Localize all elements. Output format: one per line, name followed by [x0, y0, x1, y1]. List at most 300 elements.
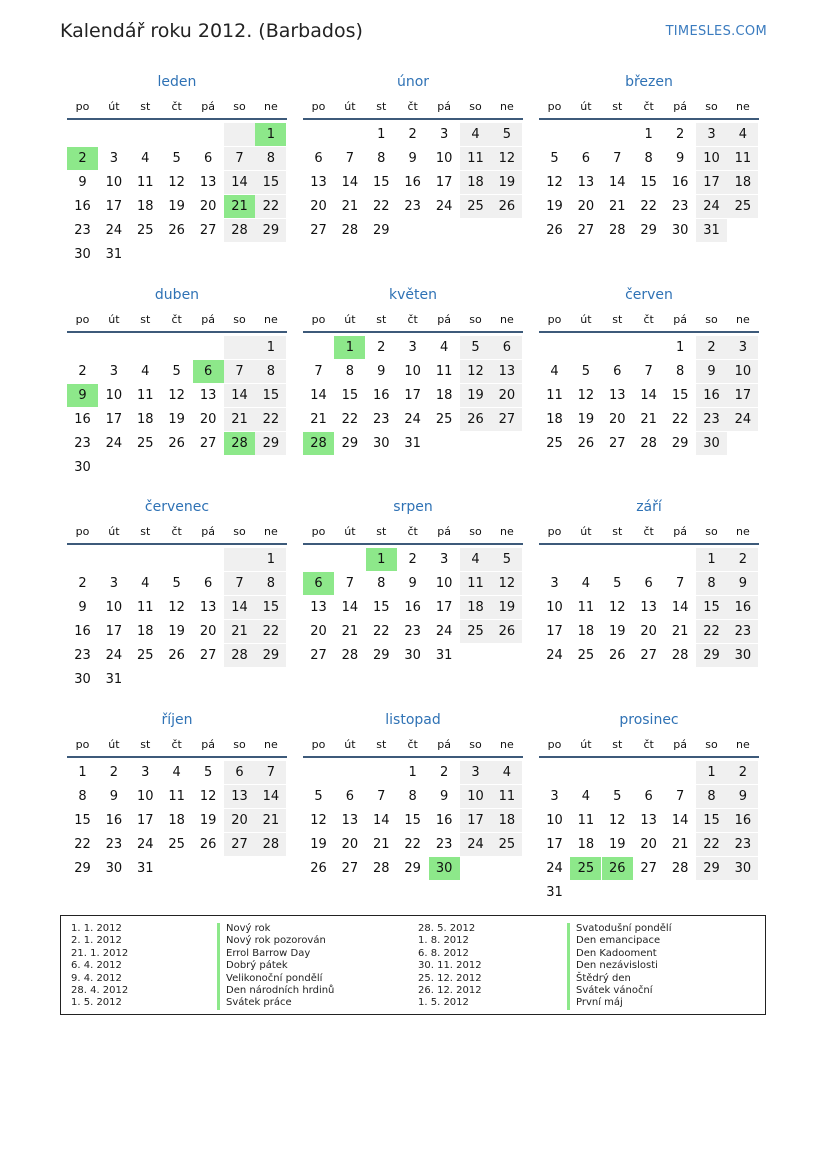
holiday-date: 1. 8. 2012	[418, 935, 469, 947]
day-cell: 7	[235, 363, 244, 379]
day-cell: 3	[550, 788, 559, 804]
day-cell: 17	[404, 387, 421, 403]
day-cell: 15	[341, 387, 359, 403]
day-cell: 27	[341, 860, 359, 876]
holiday-date: 1. 5. 2012	[418, 997, 469, 1009]
holiday-date: 1. 5. 2012	[71, 997, 122, 1009]
holiday-name: Velikonoční pondělí	[217, 973, 322, 985]
day-cell: 6	[581, 151, 591, 166]
holiday-day-cell: 2	[67, 147, 98, 170]
day-cell: 8	[266, 363, 276, 379]
day-cell: 15	[262, 387, 280, 403]
month-name: únor	[396, 74, 430, 90]
day-cell: 29	[341, 435, 359, 451]
weekday-header: po	[75, 525, 90, 538]
day-cell: 2	[707, 339, 716, 355]
holiday-date: 25. 12. 2012	[418, 972, 482, 984]
holiday-name: První máj	[567, 997, 623, 1009]
weekday-header: út	[580, 312, 592, 326]
day-cell: 28	[609, 223, 626, 238]
header-rule	[303, 756, 523, 758]
holiday-date: 2. 1. 2012	[71, 935, 122, 947]
day-cell: 28	[373, 860, 390, 876]
day-cell: 2	[675, 127, 685, 142]
month-name: duben	[154, 286, 200, 303]
day-cell: 9	[738, 576, 748, 591]
day-cell: 26	[199, 836, 217, 852]
day-cell: 13	[199, 600, 217, 615]
weekday-header: so	[469, 737, 482, 751]
day-cell: 12	[609, 812, 626, 828]
day-cell: 26	[577, 435, 595, 451]
day-cell: 22	[703, 836, 720, 852]
holiday-name: Nový rok	[217, 923, 270, 935]
day-cell: 2	[738, 552, 748, 567]
weekday-header: st	[140, 737, 151, 751]
day-cell: 28	[640, 435, 657, 451]
day-cell: 19	[498, 600, 516, 615]
day-cell: 9	[109, 788, 119, 804]
weekday-header: ne	[264, 100, 278, 113]
day-cell: 20	[231, 812, 248, 828]
day-cell: 16	[373, 387, 390, 403]
holiday-day-cell: 1	[366, 548, 397, 571]
weekday-header: čt	[407, 100, 418, 113]
month-listopad	[303, 712, 523, 912]
day-cell: 13	[199, 387, 217, 403]
day-cell: 26	[546, 223, 563, 238]
day-cell: 4	[471, 127, 480, 142]
weekday-header: so	[705, 312, 718, 326]
day-cell: 14	[341, 175, 359, 190]
weekday-header: pá	[201, 737, 215, 751]
day-cell: 11	[137, 175, 154, 190]
weekday-header: út	[344, 312, 356, 326]
day-cell: 14	[671, 600, 689, 615]
day-cell: 6	[345, 788, 355, 804]
day-cell: 28	[231, 648, 248, 663]
day-cell: 19	[609, 624, 626, 639]
month-prosinec	[539, 712, 759, 912]
day-cell: 5	[172, 363, 181, 379]
day-cell: 23	[74, 648, 91, 663]
weekday-header: út	[580, 100, 592, 113]
day-cell: 15	[262, 600, 280, 615]
weekday-header: čt	[171, 525, 182, 538]
day-cell: 28	[341, 648, 359, 663]
weekday-header: po	[75, 312, 90, 326]
weekday-header: po	[311, 525, 326, 538]
day-cell: 8	[644, 151, 653, 166]
day-cell: 20	[609, 411, 626, 427]
month-leden	[67, 74, 287, 274]
day-cell: 25	[137, 223, 154, 238]
weekday-header: út	[108, 525, 120, 538]
weekday-header: st	[376, 312, 387, 326]
holiday-day-cell: 26	[602, 857, 633, 880]
day-cell: 12	[310, 812, 327, 828]
holiday-day-cell: 1	[255, 123, 286, 146]
weekday-header: út	[108, 737, 120, 751]
day-cell: 27	[640, 860, 657, 876]
day-cell: 22	[262, 199, 280, 214]
day-cell: 3	[471, 764, 480, 780]
day-cell: 13	[231, 788, 248, 804]
day-cell: 11	[168, 788, 185, 804]
holiday-day-cell: 6	[303, 572, 334, 595]
weekday-header: út	[344, 100, 356, 113]
day-cell: 15	[703, 600, 720, 615]
day-cell: 2	[78, 576, 87, 591]
day-cell: 16	[404, 175, 421, 190]
day-cell: 23	[74, 223, 91, 238]
day-cell: 2	[738, 764, 748, 780]
holiday-day-cell: 28	[303, 432, 334, 455]
brand-link[interactable]: TIMESLES.COM	[665, 24, 767, 39]
day-cell: 5	[550, 151, 559, 166]
weekday-header: po	[547, 525, 562, 538]
month-říjen	[67, 712, 287, 912]
day-cell: 29	[262, 648, 280, 663]
header-rule	[539, 543, 759, 545]
day-cell: 18	[577, 624, 595, 639]
weekday-header: pá	[437, 100, 451, 113]
weekday-header: ne	[736, 312, 750, 326]
day-cell: 30	[734, 860, 752, 876]
day-cell: 13	[498, 363, 516, 379]
header-rule	[67, 118, 287, 120]
day-cell: 23	[671, 199, 689, 214]
weekday-header: čt	[407, 737, 418, 751]
month-name: srpen	[393, 499, 433, 515]
day-cell: 28	[341, 223, 359, 238]
weekday-header: so	[469, 100, 482, 113]
month-únor	[303, 74, 523, 274]
holiday-date: 26. 12. 2012	[418, 985, 482, 996]
day-cell: 8	[408, 788, 417, 804]
day-cell: 13	[310, 600, 327, 615]
weekday-header: út	[344, 525, 356, 538]
day-cell: 18	[467, 175, 484, 190]
weekday-header: pá	[437, 737, 451, 751]
month-name: listopad	[385, 711, 441, 728]
day-cell: 30	[671, 223, 689, 238]
day-cell: 28	[671, 860, 689, 876]
day-cell: 23	[703, 411, 720, 427]
day-cell: 12	[199, 788, 217, 804]
day-cell: 19	[310, 836, 327, 852]
day-cell: 20	[498, 387, 516, 403]
day-cell: 6	[314, 151, 323, 166]
day-cell: 17	[734, 387, 752, 403]
day-cell: 7	[644, 363, 653, 379]
day-cell: 10	[703, 151, 720, 166]
day-cell: 24	[734, 411, 752, 427]
month-name: září	[636, 499, 662, 515]
day-cell: 25	[137, 435, 154, 451]
weekday-header: st	[140, 312, 151, 326]
day-cell: 20	[577, 199, 595, 214]
day-cell: 15	[373, 600, 390, 615]
day-cell: 5	[613, 788, 622, 804]
month-březen	[539, 74, 759, 274]
day-cell: 3	[707, 127, 716, 142]
day-cell: 10	[435, 576, 453, 591]
day-cell: 23	[435, 836, 453, 852]
day-cell: 17	[467, 812, 484, 828]
day-cell: 18	[168, 812, 185, 828]
holiday-day-cell: 21	[224, 195, 255, 218]
weekday-header: so	[705, 100, 718, 113]
holiday-name: Den emancipace	[567, 935, 660, 947]
holiday-date: 28. 5. 2012	[418, 923, 476, 934]
day-cell: 14	[640, 387, 657, 403]
holiday-day-cell: 6	[193, 360, 224, 383]
day-cell: 15	[74, 812, 91, 828]
weekday-header: čt	[407, 312, 418, 326]
day-cell: 20	[199, 411, 217, 427]
day-cell: 4	[738, 127, 748, 142]
day-cell: 12	[498, 151, 516, 166]
day-cell: 21	[671, 624, 689, 639]
day-cell: 29	[262, 223, 280, 238]
day-cell: 7	[266, 764, 276, 780]
day-cell: 4	[502, 764, 512, 780]
day-cell: 19	[577, 411, 595, 427]
day-cell: 1	[707, 764, 716, 780]
weekday-header: so	[705, 525, 718, 538]
day-cell: 30	[703, 435, 720, 451]
header-rule	[67, 756, 287, 758]
day-cell: 16	[435, 812, 453, 828]
weekday-header: st	[612, 525, 623, 538]
day-cell: 31	[137, 860, 154, 876]
day-cell: 20	[341, 836, 359, 852]
day-cell: 11	[498, 788, 516, 804]
day-cell: 2	[377, 339, 386, 355]
day-cell: 30	[74, 672, 91, 687]
day-cell: 23	[105, 836, 123, 852]
weekday-header: so	[233, 737, 246, 751]
weekday-header: po	[311, 100, 326, 113]
day-cell: 10	[105, 175, 123, 190]
day-cell: 4	[581, 576, 591, 591]
weekday-header: čt	[643, 312, 654, 326]
day-cell: 17	[703, 175, 720, 190]
holiday-name: Svátek vánoční	[567, 985, 653, 997]
header-rule	[539, 756, 759, 758]
year-calendar	[67, 74, 760, 904]
day-cell: 2	[408, 127, 417, 142]
weekday-header: čt	[171, 100, 182, 113]
day-cell: 16	[105, 812, 123, 828]
day-cell: 3	[109, 151, 119, 166]
day-cell: 16	[671, 175, 689, 190]
weekday-header: st	[376, 737, 387, 751]
day-cell: 26	[467, 411, 484, 427]
day-cell: 11	[137, 600, 154, 615]
holiday-name: Den nezávislosti	[567, 960, 658, 972]
holiday-name: Den Kadooment	[567, 948, 657, 960]
holiday-name: Dobrý pátek	[217, 960, 288, 972]
header-rule	[67, 331, 287, 333]
holiday-name: Svátek práce	[217, 997, 292, 1009]
day-cell: 15	[373, 175, 390, 190]
weekday-header: st	[612, 737, 623, 751]
day-cell: 6	[644, 788, 653, 804]
day-cell: 18	[546, 411, 563, 427]
day-cell: 1	[266, 552, 276, 567]
month-name: květen	[389, 286, 437, 303]
day-cell: 8	[707, 788, 716, 804]
day-cell: 19	[546, 199, 563, 214]
weekday-header: pá	[437, 312, 451, 326]
weekday-header: ne	[736, 100, 750, 113]
day-cell: 11	[467, 576, 484, 591]
weekday-header: ne	[264, 312, 278, 326]
weekday-header: út	[344, 737, 356, 751]
weekday-header: ne	[500, 312, 514, 326]
day-cell: 16	[734, 812, 752, 828]
day-cell: 9	[78, 175, 87, 190]
day-cell: 23	[734, 624, 752, 639]
day-cell: 25	[137, 648, 154, 663]
day-cell: 2	[78, 363, 87, 379]
day-cell: 15	[404, 812, 421, 828]
day-cell: 11	[467, 151, 484, 166]
holiday-day-cell: 25	[570, 857, 601, 880]
weekday-header: pá	[673, 100, 687, 113]
day-cell: 10	[105, 387, 123, 403]
weekday-header: st	[140, 525, 151, 538]
weekday-header: po	[311, 737, 326, 751]
day-cell: 14	[231, 387, 248, 403]
day-cell: 27	[310, 648, 327, 663]
day-cell: 21	[640, 411, 657, 427]
weekday-header: so	[705, 737, 718, 751]
day-cell: 16	[404, 600, 421, 615]
day-cell: 25	[435, 411, 453, 427]
day-cell: 24	[105, 648, 123, 663]
day-cell: 13	[640, 812, 657, 828]
day-cell: 25	[467, 624, 484, 639]
weekday-header: ne	[500, 737, 514, 751]
day-cell: 23	[373, 411, 390, 427]
holiday-legend	[60, 915, 766, 1015]
day-cell: 20	[199, 199, 217, 214]
day-cell: 12	[168, 175, 185, 190]
holiday-day-cell: 9	[67, 384, 98, 407]
weekday-header: ne	[736, 737, 750, 751]
day-cell: 13	[609, 387, 626, 403]
month-červenec	[67, 499, 287, 699]
header-rule	[303, 118, 523, 120]
day-cell: 8	[707, 576, 716, 591]
day-cell: 26	[498, 199, 516, 214]
day-cell: 31	[404, 435, 421, 451]
day-cell: 4	[581, 788, 591, 804]
weekday-header: st	[612, 100, 623, 113]
day-cell: 18	[734, 175, 752, 190]
day-cell: 29	[74, 860, 91, 876]
day-cell: 6	[644, 576, 653, 591]
day-cell: 21	[609, 199, 626, 214]
header-rule	[67, 543, 287, 545]
day-cell: 22	[703, 624, 720, 639]
day-cell: 5	[613, 576, 622, 591]
day-cell: 9	[707, 363, 716, 379]
day-cell: 28	[671, 648, 689, 663]
day-cell: 14	[262, 788, 280, 804]
day-cell: 11	[577, 812, 595, 828]
day-cell: 13	[640, 600, 657, 615]
day-cell: 9	[738, 788, 748, 804]
day-cell: 26	[310, 860, 327, 876]
header-rule	[539, 118, 759, 120]
day-cell: 26	[498, 624, 516, 639]
day-cell: 18	[137, 411, 154, 427]
weekday-header: ne	[500, 100, 514, 113]
day-cell: 8	[266, 151, 276, 166]
month-září	[539, 499, 759, 699]
day-cell: 9	[675, 151, 685, 166]
day-cell: 6	[502, 339, 512, 355]
day-cell: 30	[734, 648, 752, 663]
day-cell: 14	[231, 175, 248, 190]
day-cell: 2	[109, 764, 119, 780]
day-cell: 19	[498, 175, 516, 190]
weekday-header: po	[547, 737, 562, 751]
weekday-header: čt	[643, 525, 654, 538]
weekday-header: ne	[264, 737, 278, 751]
day-cell: 29	[404, 860, 421, 876]
day-cell: 25	[546, 435, 563, 451]
weekday-header: čt	[643, 737, 654, 751]
day-cell: 7	[314, 363, 323, 379]
weekday-header: čt	[643, 100, 654, 113]
day-cell: 30	[404, 648, 421, 663]
day-cell: 30	[74, 459, 91, 475]
day-cell: 29	[703, 860, 720, 876]
day-cell: 22	[640, 199, 657, 214]
day-cell: 27	[310, 223, 327, 238]
day-cell: 14	[609, 175, 626, 190]
day-cell: 2	[408, 552, 417, 567]
day-cell: 28	[231, 223, 248, 238]
day-cell: 9	[377, 363, 386, 379]
day-cell: 10	[435, 151, 453, 166]
day-cell: 22	[404, 836, 421, 852]
day-cell: 16	[74, 199, 91, 214]
day-cell: 7	[235, 576, 244, 591]
day-cell: 6	[613, 363, 622, 379]
day-cell: 22	[671, 411, 689, 427]
weekday-header: čt	[171, 737, 182, 751]
weekday-header: út	[580, 525, 592, 538]
day-cell: 22	[74, 836, 91, 852]
day-cell: 20	[310, 199, 327, 214]
day-cell: 7	[613, 151, 622, 166]
weekday-header: ne	[500, 525, 514, 538]
day-cell: 3	[141, 764, 150, 780]
page-title: Kalendář roku 2012. (Barbados)	[60, 20, 363, 42]
day-cell: 3	[439, 127, 449, 142]
day-cell: 21	[310, 411, 327, 427]
weekday-header: po	[75, 100, 90, 113]
holiday-name: Nový rok pozorován	[217, 935, 326, 947]
weekday-header: st	[140, 100, 151, 113]
day-cell: 13	[310, 175, 327, 190]
